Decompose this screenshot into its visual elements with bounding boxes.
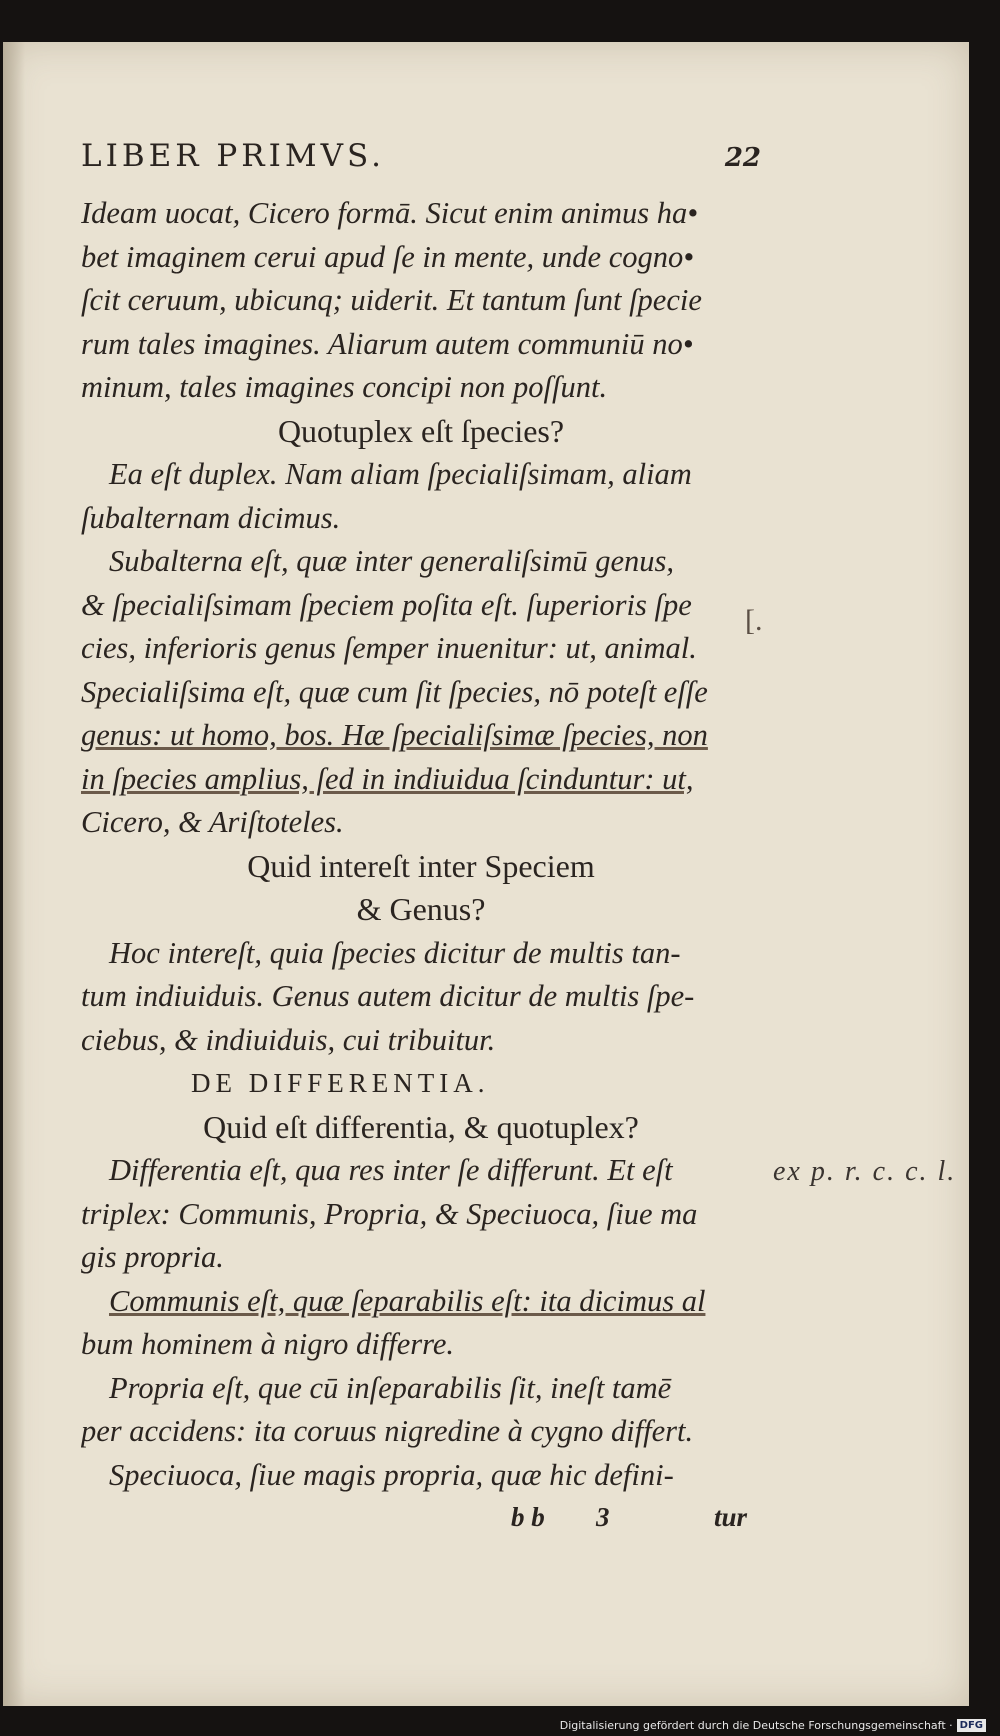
text-line: tum indiuiduis. Genus autem dicitur de multis ſpe- — [81, 979, 695, 1013]
text-line: Ea eſt duplex. Nam aliam ſpecialiſsimam, aliam — [109, 457, 692, 491]
signature-mark: b b — [511, 1502, 545, 1532]
text-line: Propria eſt, que cū inſeparabilis ſit, ineſt tamē — [109, 1370, 672, 1405]
text-line: ſubalternam dicimus. — [81, 500, 341, 535]
text-line: Cicero, & Ariſtoteles. — [81, 805, 344, 839]
text-lines — [81, 192, 761, 1497]
running-header — [81, 138, 761, 192]
text-line: bet imaginem cerui apud ſe in mente, unde cogno• — [81, 239, 694, 274]
section-heading: DE DIFFERENTIA. — [191, 1068, 490, 1098]
book-page — [3, 42, 969, 1706]
section-question-heading: Quotuplex eſt ſpecies? — [277, 412, 565, 449]
section-question-heading: Quid eſt differentia, & quotuplex? — [203, 1108, 639, 1145]
footer-credit: Digitalisierung gefördert durch die Deutsche Forschungsgemeinschaft · — [559, 1719, 953, 1732]
text-line: ſcit ceruum, ubicunq; uiderit. Et tantum ſunt ſpecie — [81, 283, 702, 317]
text-line: cies, inferioris genus ſemper inuenitur: ut, animal. — [81, 631, 697, 665]
text-line: Speciuoca, ſiue magis propria, quæ hic defini- — [109, 1457, 674, 1492]
text-line: ciebus, & indiuiduis, cui tribuitur. — [81, 1022, 496, 1057]
text-line: Communis eſt, quæ ſeparabilis eſt: ita dicimus al — [109, 1283, 706, 1318]
signature-line — [81, 1497, 761, 1537]
text-line: & ſpecialiſsimam ſpeciem poſita eſt. ſuperioris ſpe — [81, 587, 692, 622]
text-line: bum hominem à nigro differre. — [81, 1327, 455, 1361]
text-line: Ideam uocat, Cicero formā. Sicut enim animus ha• — [81, 196, 698, 230]
page-gutter — [3, 42, 25, 1706]
section-question-heading: Quid intereſt inter Speciem — [247, 847, 595, 884]
dfg-logo: DFG — [957, 1719, 986, 1732]
text-line: minum, tales imagines concipi non poſſunt. — [81, 370, 608, 404]
catchword: tur — [714, 1502, 748, 1532]
margin-bracket-mark: [. — [745, 604, 763, 637]
text-line: rum tales imagines. Aliarum autem communiū no• — [81, 326, 694, 361]
text-line: triplex: Communis, Propria, & Speciuoca, ſiue ma — [81, 1196, 698, 1231]
text-line: Hoc intereſt, quia ſpecies dicitur de multis tan- — [109, 935, 681, 970]
handwritten-margin-note: ex p. r. c. c. l. — [773, 1156, 957, 1187]
digitization-footer — [560, 1719, 986, 1732]
text-line: genus: ut homo, bos. Hæ ſpecialiſsimæ ſpecies, non — [81, 718, 708, 752]
text-line: gis propria. — [81, 1240, 224, 1274]
signature-number: 3 — [596, 1502, 610, 1532]
folio-number: 22 — [724, 143, 761, 173]
page-text-block — [81, 138, 761, 1537]
text-line: Differentia eſt, qua res inter ſe differunt. Et eſt — [109, 1153, 673, 1187]
text-line: Subalterna eſt, quæ inter generaliſsimū genus, — [109, 544, 675, 578]
text-line: Specialiſsima eſt, quæ cum ſit ſpecies, nō poteſt eſſe — [81, 674, 708, 709]
text-line: in ſpecies amplius, ſed in indiuidua ſcinduntur: ut, — [81, 761, 694, 796]
text-line: per accidens: ita coruus nigredine à cygno differt. — [81, 1414, 694, 1448]
section-question-heading: & Genus? — [356, 891, 486, 927]
running-title: LIBER PRIMVS. — [81, 138, 385, 174]
